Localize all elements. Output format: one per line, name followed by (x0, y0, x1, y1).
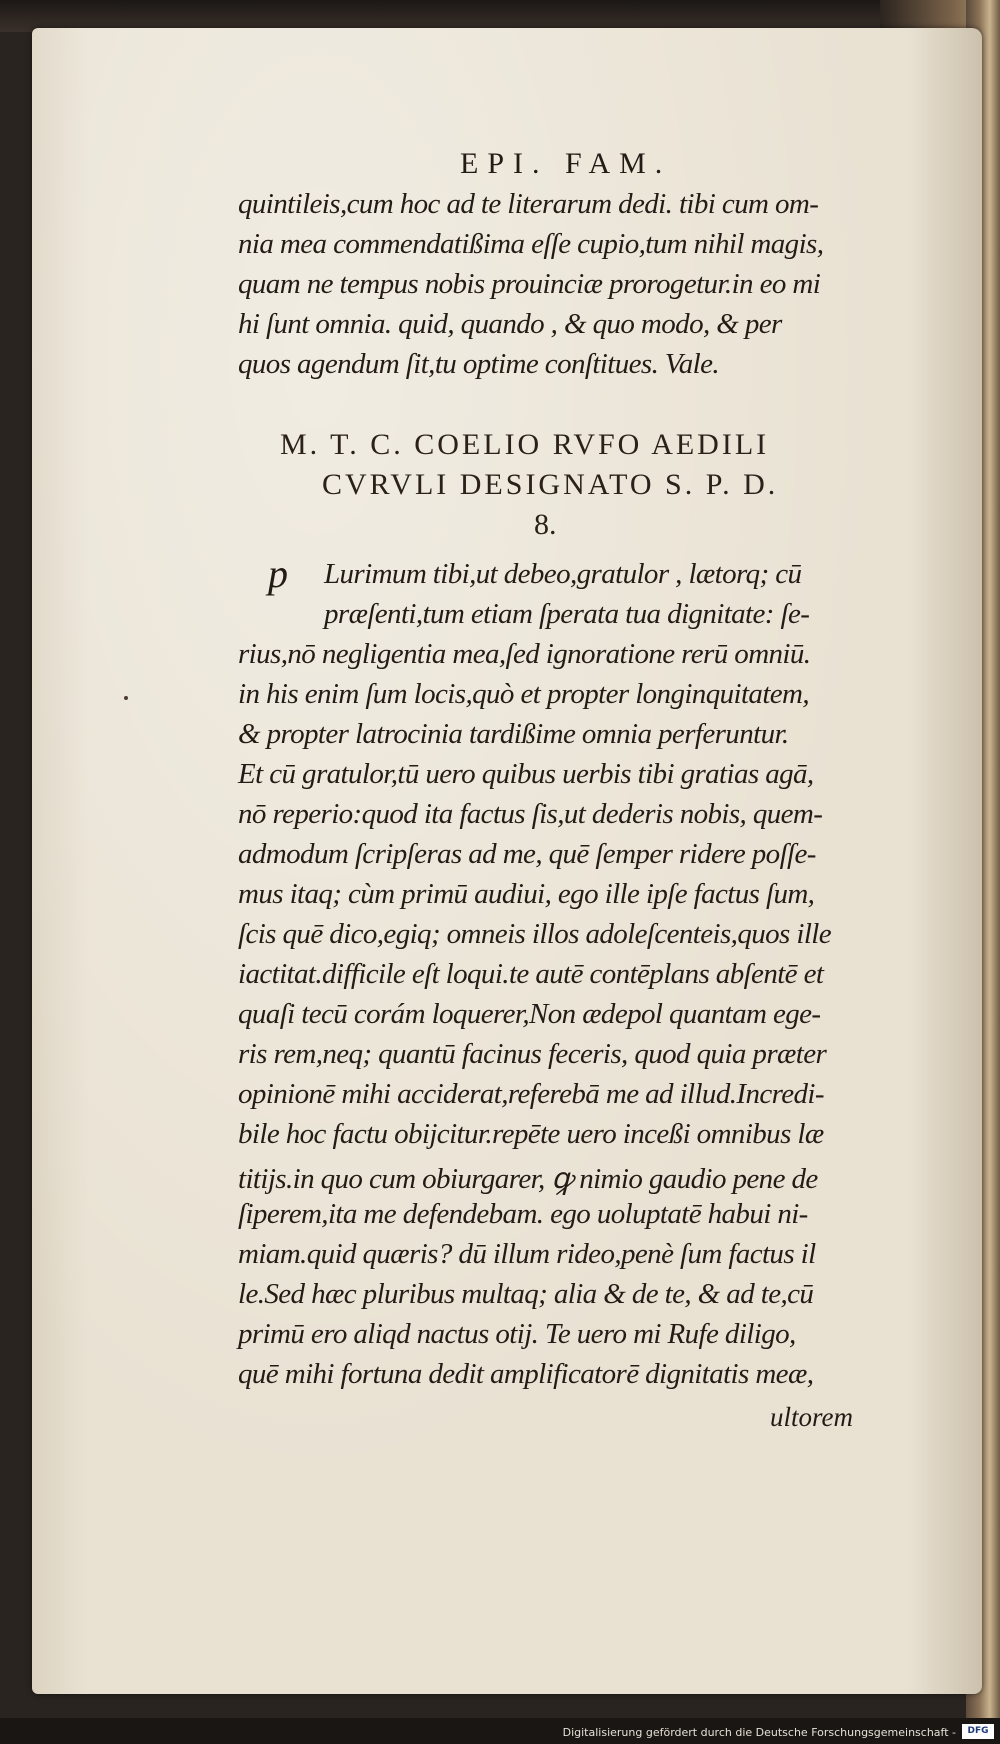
letter-line: præſenti,tum etiam ſperata tua dignitate: ſe- (324, 598, 810, 630)
letter-line: iactitat.difficile eſt loqui.te autē contēplans abſentē et (238, 958, 824, 990)
prev-letter-line: hi ſunt omnia. quid, quando , & quo modo, & per (238, 308, 782, 340)
letter-line: titijs.in quo cum obiurgarer, ꝙ nimio gaudio pene de (238, 1163, 818, 1195)
letter-line: Lurimum tibi,ut debeo,gratulor , lætorq; cū (324, 558, 802, 590)
letter-line: le.Sed hæc pluribus multaq; alia & de te, & ad te,cū (238, 1278, 814, 1310)
letter-line: miam.quid quæris? dū illum rideo,penè ſum factus il (238, 1238, 816, 1270)
letter-number: 8. (534, 508, 557, 541)
letter-line: mus itaq; cùm primū audiui, ego ille ipſe factus ſum, (238, 878, 815, 910)
letter-line: Et cū gratulor,tū uero quibus uerbis tibi gratias agā, (238, 758, 814, 790)
letter-heading-line-1: M. T. C. COELIO RVFO AEDILI (280, 428, 770, 461)
letter-line: & propter latrocinia tardißime omnia perferuntur. (238, 718, 789, 750)
footer-bar (0, 1718, 1000, 1744)
prev-letter-line: quos agendum ſit,tu optime conſtitues. Vale. (238, 348, 720, 380)
letter-line: opinionē mihi acciderat,referebā me ad illud.Incredi- (238, 1078, 824, 1110)
paper-speck (124, 696, 128, 700)
letter-line: in his enim ſum locis,quò et propter longinquitatem, (238, 678, 810, 710)
letter-line: quaſi tecū corám loquerer,Non ædepol quantam ege- (238, 998, 821, 1030)
letter-line: quē mihi fortuna dedit amplificatorē dignitatis meæ, (238, 1358, 814, 1390)
prev-letter-line: quintileis,cum hoc ad te literarum dedi. tibi cum om- (238, 188, 819, 220)
letter-heading-line-2: CVRVLI DESIGNATO S. P. D. (322, 468, 779, 501)
letter-line: nō reperio:quod ita factus ſis,ut dederis nobis, quem- (238, 798, 823, 830)
letter-line: ſiperem,ita me defendebam. ego uoluptatē habui ni- (238, 1198, 808, 1230)
letter-line: admodum ſcripſeras ad me, quē ſemper ridere poſſe- (238, 838, 816, 870)
letter-line: bile hoc factu obijcitur.repēte uero inceßi omnibus læ (238, 1118, 824, 1150)
running-head: EPI. FAM. (460, 147, 672, 180)
letter-line: primū ero aliqd nactus otij. Te uero mi Rufe diligo, (238, 1318, 796, 1350)
digitization-credit: Digitalisierung gefördert durch die Deutsche Forschungsgemeinschaft - (562, 1726, 956, 1739)
catchword: ultorem (770, 1402, 853, 1432)
dfg-logo: DFG (962, 1724, 994, 1739)
prev-letter-line: nia mea commendatißima eſſe cupio,tum nihil magis, (238, 228, 824, 260)
prev-letter-line: quam ne tempus nobis prouinciæ prorogetur.in eo mi (238, 268, 821, 300)
letter-line: ſcis quē dico,egiq; omneis illos adoleſcenteis,quos ille (238, 918, 832, 950)
letter-line: ris rem,neq; quantū facinus feceris, quod quia præter (238, 1038, 827, 1070)
drop-cap: p (268, 551, 288, 596)
letter-line: rius,nō negligentia mea,ſed ignoratione rerū omniū. (238, 638, 811, 670)
